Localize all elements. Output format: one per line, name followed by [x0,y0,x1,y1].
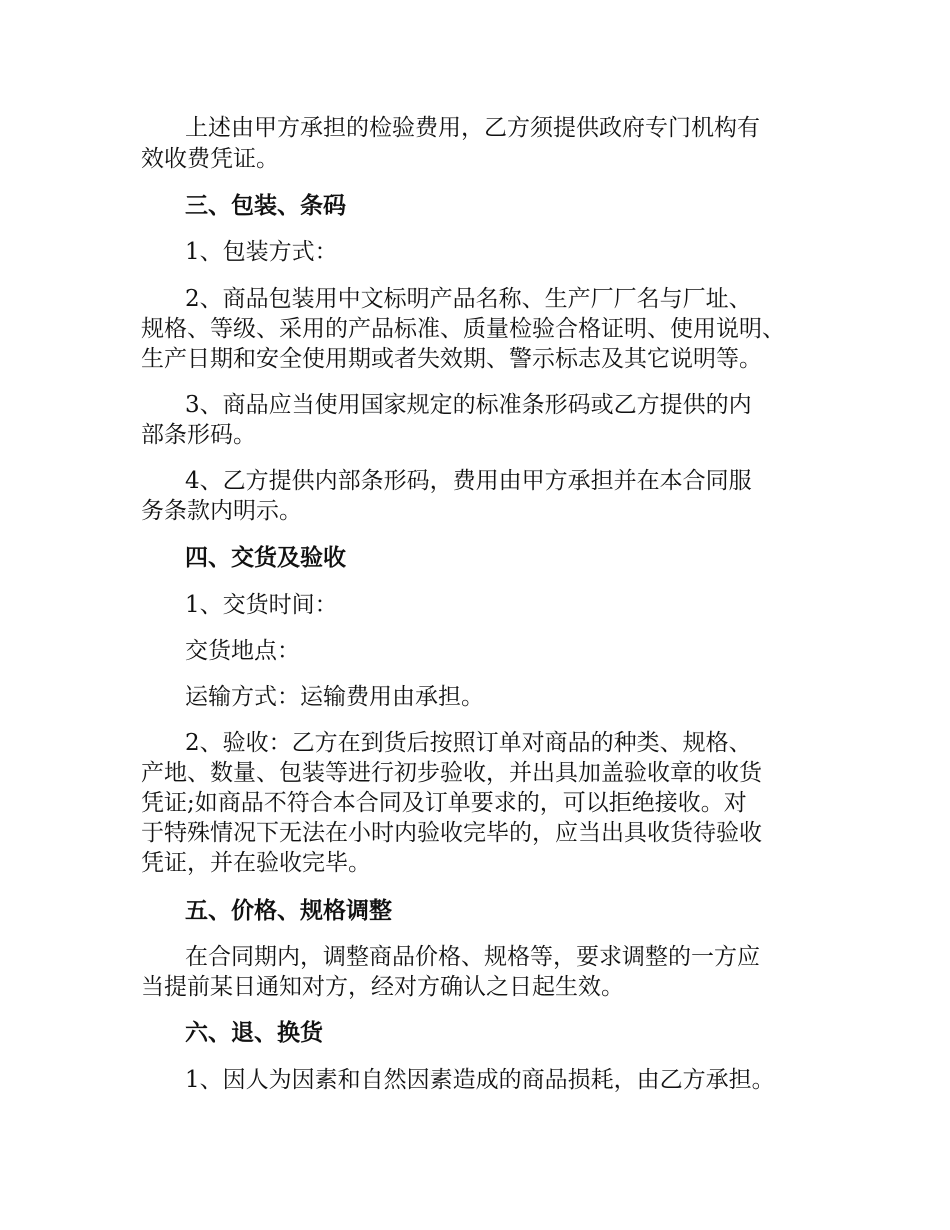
paragraph-line: 规格、等级、采用的产品标准、质量检验合格证明、使用说明、 [141,316,785,342]
paragraph-line: 务条款内明示。 [141,498,302,524]
paragraph-line: 上述由甲方承担的检验费用，乙方须提供政府专门机构有 [185,115,760,141]
paragraph-line: 4、乙方提供内部条形码，费用由甲方承担并在本合同服 [185,468,752,494]
paragraph-line: 当提前某日通知对方，经对方确认之日起生效。 [141,974,624,1000]
paragraph-line: 1、交货时间： [185,592,338,618]
paragraph-line: 2、验收：乙方在到货后按照订单对商品的种类、规格、 [185,730,752,756]
paragraph-line: 2、商品包装用中文标明产品名称、生产厂厂名与厂址、 [185,286,752,312]
paragraph-line: 3、商品应当使用国家规定的标准条形码或乙方提供的内 [185,392,752,418]
paragraph-line: 凭证;如商品不符合本合同及订单要求的，可以拒绝接收。对 [141,790,747,816]
paragraph-line: 部条形码。 [141,422,256,448]
section-heading: 六、退、换货 [185,1019,323,1046]
paragraph-line: 1、因人为因素和自然因素造成的商品损耗，由乙方承担。 [185,1067,775,1093]
paragraph-line: 在合同期内，调整商品价格、规格等，要求调整的一方应 [185,944,760,970]
paragraph-line: 生产日期和安全使用期或者失效期、警示标志及其它说明等。 [141,346,762,372]
paragraph-line: 运输方式：运输费用由承担。 [185,684,484,710]
section-heading: 三、包装、条码 [185,192,346,219]
paragraph-line: 于特殊情况下无法在小时内验收完毕的，应当出具收货待验收 [141,820,762,846]
paragraph-line: 交货地点： [185,638,300,664]
section-heading: 四、交货及验收 [185,544,346,571]
section-heading: 五、价格、规格调整 [185,897,392,924]
paragraph-line: 1、包装方式： [185,239,338,265]
paragraph-line: 产地、数量、包装等进行初步验收，并出具加盖验收章的收货 [141,760,762,786]
paragraph-line: 效收费凭证。 [141,146,279,172]
paragraph-line: 凭证，并在验收完毕。 [141,850,371,876]
